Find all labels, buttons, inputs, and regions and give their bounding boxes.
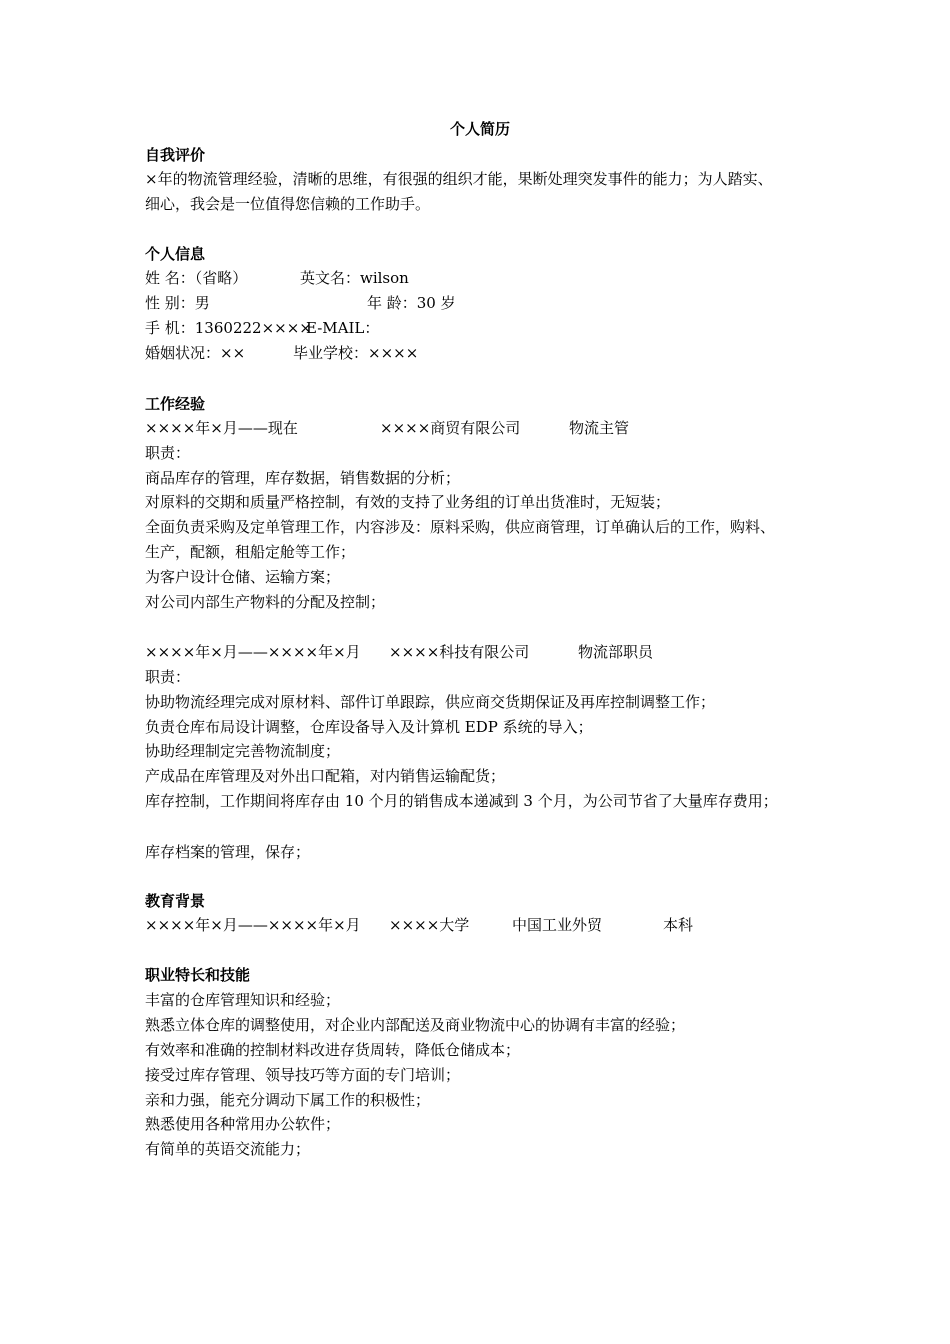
english-name-field: 英文名：wilson <box>300 269 409 287</box>
duty-item: 商品库存的管理，库存数据，销售数据的分析； <box>145 469 461 487</box>
duty-item: 生产，配额，租船定舱等工作； <box>145 543 356 561</box>
self-eval-line: 细心，我会是一位值得您信赖的工作助手。 <box>145 195 431 213</box>
job-position: 物流主管 <box>569 419 630 437</box>
skill-item: 有简单的英语交流能力； <box>145 1140 311 1158</box>
work-heading: 工作经验 <box>145 395 206 413</box>
duty-item: 协助经理制定完善物流制度； <box>145 742 341 760</box>
education-period: ××××年×月——××××年×月 <box>145 916 361 934</box>
skill-item: 接受过库存管理、领导技巧等方面的专门培训； <box>145 1066 461 1084</box>
duty-item: 产成品在库管理及对外出口配箱，对内销售运输配货； <box>145 767 506 785</box>
gender-field: 性 别：男 <box>145 294 210 312</box>
job-period: ××××年×月——现在 <box>145 419 298 437</box>
skill-item: 丰富的仓库管理知识和经验； <box>145 991 341 1009</box>
duty-item: 全面负责采购及定单管理工作，内容涉及：原料采购，供应商管理，订单确认后的工作，购料、 <box>145 518 776 536</box>
duty-item: 对公司内部生产物料的分配及控制； <box>145 593 386 611</box>
education-degree: 本科 <box>663 916 694 934</box>
duty-item: 协助物流经理完成对原材料、部件订单跟踪，供应商交货期保证及再库控制调整工作； <box>145 693 716 711</box>
education-school: ××××大学 <box>389 916 470 934</box>
email-field: E-MAIL： <box>306 319 380 337</box>
duty-label: 职责： <box>145 444 191 462</box>
job-company: ××××科技有限公司 <box>389 643 530 661</box>
name-field: 姓 名：（省略） <box>145 269 248 287</box>
personal-heading: 个人信息 <box>145 245 206 263</box>
school-field: 毕业学校：×××× <box>293 344 419 362</box>
duty-item: 为客户设计仓储、运输方案； <box>145 568 341 586</box>
document-title: 个人简历 <box>449 120 510 138</box>
duty-item: 库存档案的管理，保存； <box>145 843 311 861</box>
skills-heading: 职业特长和技能 <box>145 966 251 984</box>
education-major: 中国工业外贸 <box>512 916 603 934</box>
education-heading: 教育背景 <box>145 892 206 910</box>
duty-label: 职责： <box>145 668 191 686</box>
duty-item: 库存控制，工作期间将库存由 10 个月的销售成本递减到 3 个月，为公司节省了大量库存费用； <box>145 792 778 810</box>
age-field: 年 龄：30 岁 <box>367 294 456 312</box>
duty-item: 负责仓库布局设计调整，仓库设备导入及计算机 EDP 系统的导入； <box>145 718 593 736</box>
duty-item: 对原料的交期和质量严格控制，有效的支持了业务组的订单出货准时，无短装； <box>145 493 671 511</box>
skill-item: 有效率和准确的控制材料改进存货周转，降低仓储成本； <box>145 1041 521 1059</box>
marital-field: 婚姻状况：×× <box>145 344 246 362</box>
skill-item: 熟悉使用各种常用办公软件； <box>145 1115 341 1133</box>
skill-item: 熟悉立体仓库的调整使用，对企业内部配送及商业物流中心的协调有丰富的经验； <box>145 1016 686 1034</box>
job-period: ××××年×月——××××年×月 <box>145 643 361 661</box>
self-eval-heading: 自我评价 <box>145 146 206 164</box>
self-eval-line: ×年的物流管理经验，清晰的思维，有很强的组织才能，果断处理突发事件的能力；为人踏实、 <box>145 170 773 188</box>
skill-item: 亲和力强，能充分调动下属工作的积极性； <box>145 1091 431 1109</box>
phone-field: 手 机：1360222×××× <box>145 319 312 337</box>
job-position: 物流部职员 <box>578 643 654 661</box>
job-company: ××××商贸有限公司 <box>380 419 521 437</box>
